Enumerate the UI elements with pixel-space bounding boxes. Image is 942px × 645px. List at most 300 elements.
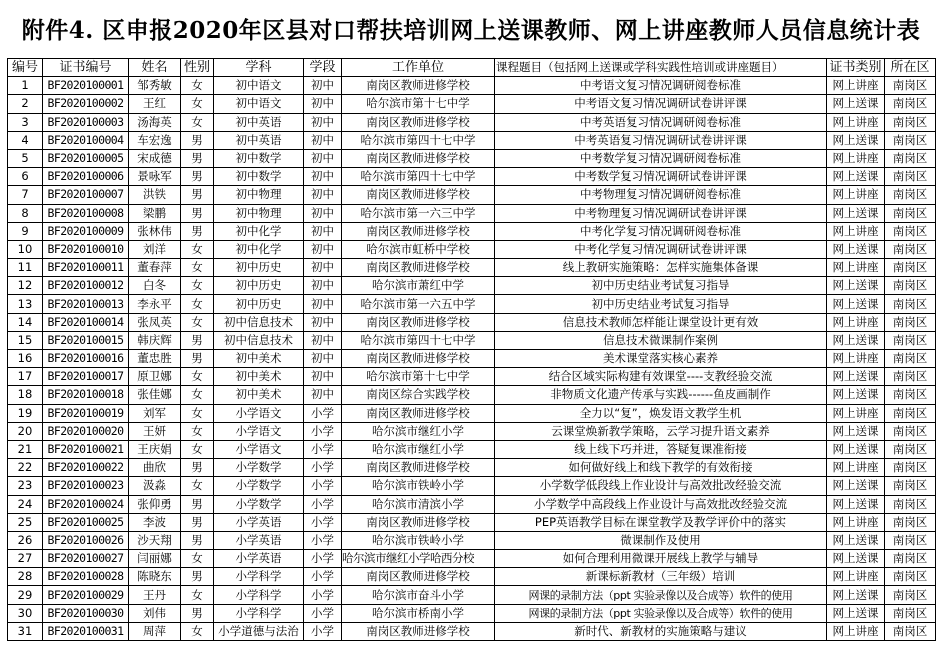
cell-stage: 初中 [304, 386, 342, 404]
cell-cert-type: 网上讲座 [827, 313, 885, 331]
cell-unit: 南岗区教师进修学校 [342, 568, 495, 586]
cell-name: 韩庆辉 [129, 331, 181, 349]
cell-name: 汤海英 [129, 113, 181, 131]
cell-stage: 小学 [304, 513, 342, 531]
cell-cert-type: 网上讲座 [827, 350, 885, 368]
cell-unit: 南岗区教师进修学校 [342, 350, 495, 368]
cell-district: 南岗区 [885, 586, 936, 604]
cell-stage: 小学 [304, 422, 342, 440]
cell-name: 王丹 [129, 586, 181, 604]
cell-district: 南岗区 [885, 404, 936, 422]
cell-unit: 哈尔滨市第十七中学 [342, 95, 495, 113]
cell-cert-no: BF2020100004 [43, 131, 129, 149]
cell-district: 南岗区 [885, 186, 936, 204]
cell-gender: 女 [181, 113, 214, 131]
cell-unit: 哈尔滨市奋斗小学 [342, 586, 495, 604]
cell-course: 中考物理复习情况调研阅卷标准 [495, 186, 827, 204]
cell-stage: 初中 [304, 259, 342, 277]
cell-district: 南岗区 [885, 622, 936, 640]
table-row [8, 131, 936, 149]
cell-no: 23 [8, 477, 43, 495]
cell-course: 新时代、新教材的实施策略与建议 [495, 622, 827, 640]
cell-no: 12 [8, 277, 43, 295]
cell-cert-no: BF2020100003 [43, 113, 129, 131]
cell-district: 南岗区 [885, 331, 936, 349]
cell-stage: 初中 [304, 331, 342, 349]
table-row [8, 295, 936, 313]
cell-cert-type: 网上讲座 [827, 568, 885, 586]
cell-stage: 小学 [304, 440, 342, 458]
cell-subject: 初中语文 [214, 77, 304, 95]
cell-district: 南岗区 [885, 77, 936, 95]
header-stage: 学段 [304, 59, 342, 77]
cell-cert-no: BF2020100023 [43, 477, 129, 495]
cell-unit: 哈尔滨市继红小学 [342, 422, 495, 440]
cell-name: 刘军 [129, 404, 181, 422]
cell-stage: 初中 [304, 149, 342, 167]
cell-subject: 小学英语 [214, 513, 304, 531]
cell-district: 南岗区 [885, 440, 936, 458]
cell-gender: 男 [181, 131, 214, 149]
cell-district: 南岗区 [885, 604, 936, 622]
cell-course: 小学数学中高段线上作业设计与高效批改经验交流 [495, 495, 827, 513]
cell-name: 车宏逸 [129, 131, 181, 149]
cell-unit: 哈尔滨市铁岭小学 [342, 531, 495, 549]
cell-unit: 哈尔滨市继红小学哈西分校 [342, 550, 495, 568]
cell-no: 22 [8, 459, 43, 477]
cell-cert-type: 网上送课 [827, 95, 885, 113]
cell-subject: 小学数学 [214, 495, 304, 513]
cell-district: 南岗区 [885, 295, 936, 313]
cell-district: 南岗区 [885, 131, 936, 149]
cell-district: 南岗区 [885, 204, 936, 222]
cell-cert-type: 网上讲座 [827, 459, 885, 477]
cell-stage: 小学 [304, 459, 342, 477]
cell-cert-type: 网上送课 [827, 550, 885, 568]
cell-cert-no: BF2020100026 [43, 531, 129, 549]
cell-gender: 女 [181, 440, 214, 458]
cell-cert-no: BF2020100016 [43, 350, 129, 368]
cell-district: 南岗区 [885, 240, 936, 258]
table-row [8, 622, 936, 640]
cell-subject: 小学语文 [214, 422, 304, 440]
cell-district: 南岗区 [885, 386, 936, 404]
cell-stage: 小学 [304, 586, 342, 604]
cell-district: 南岗区 [885, 550, 936, 568]
cell-cert-type: 网上讲座 [827, 259, 885, 277]
cell-unit: 南岗区教师进修学校 [342, 259, 495, 277]
cell-cert-type: 网上送课 [827, 440, 885, 458]
cell-cert-no: BF2020100031 [43, 622, 129, 640]
cell-stage: 初中 [304, 350, 342, 368]
cell-district: 南岗区 [885, 222, 936, 240]
cell-unit: 南岗区综合实践学校 [342, 386, 495, 404]
cell-no: 6 [8, 168, 43, 186]
cell-gender: 男 [181, 513, 214, 531]
cell-unit: 南岗区教师进修学校 [342, 222, 495, 240]
cell-cert-type: 网上送课 [827, 295, 885, 313]
table-row [8, 240, 936, 258]
cell-gender: 男 [181, 331, 214, 349]
cell-unit: 哈尔滨市第四十七中学 [342, 168, 495, 186]
cell-no: 3 [8, 113, 43, 131]
cell-cert-no: BF2020100014 [43, 313, 129, 331]
cell-cert-no: BF2020100015 [43, 331, 129, 349]
cell-district: 南岗区 [885, 259, 936, 277]
table-row [8, 604, 936, 622]
cell-course: 中考英语复习情况调研阅卷标准 [495, 113, 827, 131]
table-row [8, 477, 936, 495]
cell-subject: 初中数学 [214, 168, 304, 186]
cell-name: 李永平 [129, 295, 181, 313]
cell-course: 如何合理利用微课开展线上教学与辅导 [495, 550, 827, 568]
cell-course: 网课的录制方法（ppt 实验录像以及合成等）软件的使用 [495, 586, 827, 604]
cell-unit: 哈尔滨市第十七中学 [342, 368, 495, 386]
cell-gender: 女 [181, 313, 214, 331]
cell-name: 李波 [129, 513, 181, 531]
table-row [8, 386, 936, 404]
cell-subject: 初中历史 [214, 295, 304, 313]
cell-cert-no: BF2020100006 [43, 168, 129, 186]
cell-subject: 小学科学 [214, 586, 304, 604]
cell-unit: 哈尔滨市清滨小学 [342, 495, 495, 513]
cell-name: 张林伟 [129, 222, 181, 240]
cell-course: PEP英语教学目标在课堂教学及教学评价中的落实 [495, 513, 827, 531]
cell-cert-type: 网上送课 [827, 386, 885, 404]
table-row [8, 440, 936, 458]
cell-no: 4 [8, 131, 43, 149]
table-row [8, 186, 936, 204]
cell-name: 洪铁 [129, 186, 181, 204]
cell-cert-no: BF2020100021 [43, 440, 129, 458]
cell-stage: 初中 [304, 95, 342, 113]
cell-subject: 初中语文 [214, 95, 304, 113]
cell-subject: 小学英语 [214, 550, 304, 568]
cell-district: 南岗区 [885, 531, 936, 549]
cell-gender: 男 [181, 186, 214, 204]
cell-course: 线上线下巧并进，答疑复课准衔接 [495, 440, 827, 458]
cell-course: 信息技术微课制作案例 [495, 331, 827, 349]
cell-gender: 男 [181, 531, 214, 549]
cell-subject: 初中化学 [214, 222, 304, 240]
cell-subject: 小学数学 [214, 477, 304, 495]
cell-gender: 女 [181, 95, 214, 113]
cell-course: 小学数学低段线上作业设计与高效批改经验交流 [495, 477, 827, 495]
cell-name: 梁鹏 [129, 204, 181, 222]
cell-cert-type: 网上送课 [827, 586, 885, 604]
table-row [8, 168, 936, 186]
table-row [8, 277, 936, 295]
cell-course: 如何做好线上和线下教学的有效衔接 [495, 459, 827, 477]
cell-gender: 女 [181, 586, 214, 604]
cell-subject: 初中英语 [214, 113, 304, 131]
table-row [8, 113, 936, 131]
header-name: 姓名 [129, 59, 181, 77]
table-row [8, 149, 936, 167]
cell-subject: 初中数学 [214, 149, 304, 167]
cell-gender: 女 [181, 277, 214, 295]
cell-cert-no: BF2020100012 [43, 277, 129, 295]
cell-unit: 哈尔滨市第四十七中学 [342, 331, 495, 349]
cell-subject: 小学道德与法治 [214, 622, 304, 640]
cell-gender: 女 [181, 404, 214, 422]
cell-course: 微课制作及使用 [495, 531, 827, 549]
cell-subject: 初中化学 [214, 240, 304, 258]
cell-gender: 女 [181, 550, 214, 568]
cell-unit: 南岗区教师进修学校 [342, 513, 495, 531]
cell-cert-no: BF2020100011 [43, 259, 129, 277]
cell-subject: 小学数学 [214, 459, 304, 477]
cell-unit: 南岗区教师进修学校 [342, 459, 495, 477]
cell-no: 14 [8, 313, 43, 331]
cell-cert-no: BF2020100007 [43, 186, 129, 204]
header-row [8, 59, 936, 77]
cell-course: 非物质文化遗产传承与实践------鱼皮画制作 [495, 386, 827, 404]
cell-cert-no: BF2020100010 [43, 240, 129, 258]
cell-name: 张佳娜 [129, 386, 181, 404]
cell-unit: 南岗区教师进修学校 [342, 622, 495, 640]
table-row [8, 77, 936, 95]
cell-no: 17 [8, 368, 43, 386]
cell-gender: 女 [181, 386, 214, 404]
cell-course: 中考化学复习情况调研试卷讲评课 [495, 240, 827, 258]
table-row [8, 331, 936, 349]
cell-gender: 男 [181, 459, 214, 477]
cell-cert-no: BF2020100028 [43, 568, 129, 586]
cell-no: 31 [8, 622, 43, 640]
cell-stage: 小学 [304, 531, 342, 549]
cell-cert-type: 网上送课 [827, 131, 885, 149]
cell-cert-type: 网上送课 [827, 422, 885, 440]
cell-cert-type: 网上讲座 [827, 149, 885, 167]
cell-gender: 男 [181, 350, 214, 368]
cell-stage: 小学 [304, 568, 342, 586]
cell-name: 沙天翔 [129, 531, 181, 549]
cell-unit: 哈尔滨市第四十七中学 [342, 131, 495, 149]
cell-unit: 南岗区教师进修学校 [342, 113, 495, 131]
cell-unit: 南岗区教师进修学校 [342, 313, 495, 331]
table-row [8, 259, 936, 277]
cell-name: 宋成德 [129, 149, 181, 167]
cell-no: 27 [8, 550, 43, 568]
cell-gender: 女 [181, 422, 214, 440]
table-row [8, 222, 936, 240]
cell-gender: 男 [181, 204, 214, 222]
cell-course: 信息技术教师怎样能让课堂设计更有效 [495, 313, 827, 331]
cell-no: 2 [8, 95, 43, 113]
cell-cert-no: BF2020100009 [43, 222, 129, 240]
cell-cert-no: BF2020100029 [43, 586, 129, 604]
cell-stage: 小学 [304, 550, 342, 568]
table-row [8, 368, 936, 386]
cell-cert-no: BF2020100025 [43, 513, 129, 531]
teacher-info-table [7, 58, 936, 641]
cell-stage: 初中 [304, 240, 342, 258]
cell-subject: 初中物理 [214, 186, 304, 204]
cell-name: 王妍 [129, 422, 181, 440]
cell-cert-no: BF2020100024 [43, 495, 129, 513]
cell-district: 南岗区 [885, 113, 936, 131]
cell-no: 9 [8, 222, 43, 240]
cell-subject: 小学科学 [214, 604, 304, 622]
cell-no: 28 [8, 568, 43, 586]
cell-cert-no: BF2020100019 [43, 404, 129, 422]
cell-name: 董忠胜 [129, 350, 181, 368]
table-row [8, 204, 936, 222]
cell-cert-type: 网上送课 [827, 331, 885, 349]
cell-gender: 女 [181, 295, 214, 313]
cell-stage: 初中 [304, 295, 342, 313]
cell-stage: 小学 [304, 604, 342, 622]
cell-district: 南岗区 [885, 459, 936, 477]
cell-unit: 南岗区教师进修学校 [342, 77, 495, 95]
cell-district: 南岗区 [885, 368, 936, 386]
cell-no: 5 [8, 149, 43, 167]
cell-gender: 男 [181, 495, 214, 513]
cell-unit: 南岗区教师进修学校 [342, 186, 495, 204]
table-row [8, 495, 936, 513]
cell-stage: 初中 [304, 222, 342, 240]
cell-unit: 哈尔滨市第一六五中学 [342, 295, 495, 313]
cell-no: 16 [8, 350, 43, 368]
cell-no: 29 [8, 586, 43, 604]
cell-subject: 初中美术 [214, 386, 304, 404]
cell-no: 10 [8, 240, 43, 258]
cell-district: 南岗区 [885, 495, 936, 513]
cell-stage: 初中 [304, 131, 342, 149]
cell-cert-no: BF2020100027 [43, 550, 129, 568]
cell-cert-no: BF2020100020 [43, 422, 129, 440]
table-row [8, 95, 936, 113]
cell-cert-no: BF2020100030 [43, 604, 129, 622]
cell-district: 南岗区 [885, 149, 936, 167]
cell-course: 中考英语复习情况调研试卷讲评课 [495, 131, 827, 149]
cell-subject: 小学科学 [214, 568, 304, 586]
cell-no: 18 [8, 386, 43, 404]
cell-cert-type: 网上讲座 [827, 513, 885, 531]
cell-subject: 初中美术 [214, 350, 304, 368]
cell-gender: 女 [181, 622, 214, 640]
header-district: 所在区 [885, 59, 936, 77]
cell-gender: 男 [181, 168, 214, 186]
cell-name: 闫丽娜 [129, 550, 181, 568]
cell-cert-no: BF2020100018 [43, 386, 129, 404]
cell-cert-type: 网上送课 [827, 204, 885, 222]
table-row [8, 531, 936, 549]
table-row [8, 422, 936, 440]
cell-course: 中考数学复习情况调研阅卷标准 [495, 149, 827, 167]
cell-no: 30 [8, 604, 43, 622]
cell-gender: 男 [181, 222, 214, 240]
cell-name: 曲欣 [129, 459, 181, 477]
cell-district: 南岗区 [885, 350, 936, 368]
cell-stage: 初中 [304, 313, 342, 331]
cell-cert-type: 网上讲座 [827, 222, 885, 240]
cell-stage: 小学 [304, 404, 342, 422]
cell-no: 24 [8, 495, 43, 513]
cell-stage: 初中 [304, 204, 342, 222]
cell-gender: 男 [181, 149, 214, 167]
table-row [8, 586, 936, 604]
cell-name: 邹秀敏 [129, 77, 181, 95]
cell-cert-type: 网上讲座 [827, 113, 885, 131]
cell-stage: 小学 [304, 477, 342, 495]
cell-district: 南岗区 [885, 277, 936, 295]
cell-cert-no: BF2020100002 [43, 95, 129, 113]
cell-stage: 初中 [304, 277, 342, 295]
header-course: 课程题目（包括网上送课或学科实践性培训或讲座题目） [495, 59, 827, 77]
table-row [8, 350, 936, 368]
cell-cert-no: BF2020100005 [43, 149, 129, 167]
cell-gender: 女 [181, 77, 214, 95]
cell-cert-type: 网上送课 [827, 531, 885, 549]
cell-unit: 哈尔滨市第一六三中学 [342, 204, 495, 222]
cell-gender: 女 [181, 477, 214, 495]
cell-no: 7 [8, 186, 43, 204]
cell-cert-type: 网上送课 [827, 477, 885, 495]
cell-unit: 哈尔滨市萧红中学 [342, 277, 495, 295]
header-unit: 工作单位 [342, 59, 495, 77]
cell-cert-type: 网上送课 [827, 495, 885, 513]
cell-no: 15 [8, 331, 43, 349]
cell-subject: 初中物理 [214, 204, 304, 222]
table-row [8, 313, 936, 331]
cell-district: 南岗区 [885, 513, 936, 531]
cell-course: 中考物理复习情况调研试卷讲评课 [495, 204, 827, 222]
cell-stage: 初中 [304, 113, 342, 131]
cell-gender: 男 [181, 604, 214, 622]
cell-name: 董春萍 [129, 259, 181, 277]
cell-gender: 女 [181, 240, 214, 258]
cell-cert-type: 网上送课 [827, 604, 885, 622]
cell-course: 全力以“复”，焕发语文教学生机 [495, 404, 827, 422]
cell-cert-no: BF2020100017 [43, 368, 129, 386]
cell-no: 26 [8, 531, 43, 549]
cell-gender: 女 [181, 259, 214, 277]
table-row [8, 404, 936, 422]
cell-course: 初中历史结业考试复习指导 [495, 295, 827, 313]
cell-cert-no: BF2020100022 [43, 459, 129, 477]
cell-unit: 哈尔滨市虹桥中学校 [342, 240, 495, 258]
header-gender: 性别 [181, 59, 214, 77]
cell-cert-type: 网上送课 [827, 368, 885, 386]
cell-unit: 哈尔滨市桥南小学 [342, 604, 495, 622]
cell-cert-type: 网上讲座 [827, 622, 885, 640]
cell-district: 南岗区 [885, 422, 936, 440]
cell-course: 云课堂焕新教学策略，云学习提升语文素养 [495, 422, 827, 440]
cell-course: 中考语文复习情况调研试卷讲评课 [495, 95, 827, 113]
table-row [8, 550, 936, 568]
cell-unit: 南岗区教师进修学校 [342, 404, 495, 422]
cell-district: 南岗区 [885, 477, 936, 495]
cell-district: 南岗区 [885, 313, 936, 331]
cell-stage: 初中 [304, 168, 342, 186]
cell-no: 25 [8, 513, 43, 531]
cell-subject: 初中历史 [214, 277, 304, 295]
cell-stage: 小学 [304, 495, 342, 513]
document-title: 附件4. 区申报2020年区县对口帮扶培训网上送课教师、网上讲座教师人员信息统计表 [21, 17, 921, 44]
cell-course: 中考化学复习情况调研阅卷标准 [495, 222, 827, 240]
cell-subject: 小学语文 [214, 440, 304, 458]
cell-name: 张凤英 [129, 313, 181, 331]
cell-name: 景咏军 [129, 168, 181, 186]
cell-cert-no: BF2020100001 [43, 77, 129, 95]
cell-name: 周萍 [129, 622, 181, 640]
cell-name: 王红 [129, 95, 181, 113]
cell-course: 线上教研实施策略：怎样实施集体备课 [495, 259, 827, 277]
cell-subject: 初中信息技术 [214, 331, 304, 349]
cell-subject: 初中历史 [214, 259, 304, 277]
